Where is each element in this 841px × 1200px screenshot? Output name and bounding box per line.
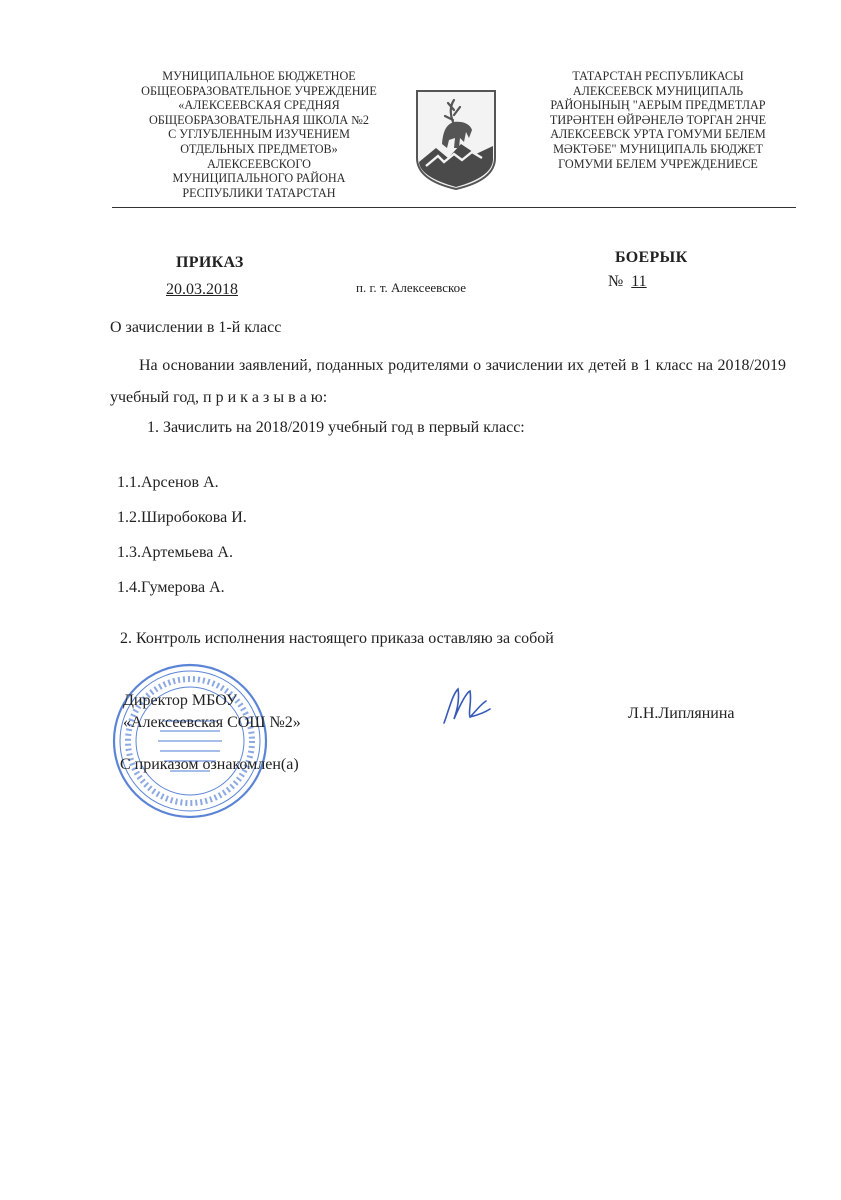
header-divider	[112, 207, 796, 208]
header-left-line: ОБЩЕОБРАЗОВАТЕЛЬНОЕ УЧРЕЖДЕНИЕ	[141, 83, 377, 98]
header-left-line: АЛЕКСЕЕВСКОГО	[207, 156, 311, 171]
header-left-line: РЕСПУБЛИКИ ТАТАРСТАН	[182, 185, 336, 200]
acquaintance-line: С приказом ознакомлен(а)	[120, 756, 299, 773]
signatory-title-line: «Алексеевская СОШ №2»	[123, 714, 301, 731]
header-left-line: С УГЛУБЛЕННЫМ ИЗУЧЕНИЕМ	[168, 127, 350, 142]
signatory-name: Л.Н.Липлянина	[628, 705, 735, 722]
header-left-line: МУНИЦИПАЛЬНОЕ БЮДЖЕТНОЕ	[162, 69, 356, 83]
order-item-1: 1. Зачислить на 2018/2019 учебный год в первый класс:	[147, 419, 525, 436]
header-right-org-name	[524, 69, 792, 171]
header-right-line: ТИРӘНТЕН ӨЙРӘНЕЛӘ ТОРГАН 2НЧЕ	[549, 112, 767, 127]
order-subject: О зачислении в 1-й класс	[110, 319, 282, 336]
order-number-label: №	[608, 273, 624, 290]
order-place: п. г. т. Алексеевское	[356, 280, 467, 295]
list-item: 1.3.Артемьева А.	[117, 544, 233, 561]
order-title-tt: БОЕРЫК	[615, 249, 688, 266]
header-right-line: АЛЕКСЕЕВСК УРТА ГОМУМИ БЕЛЕМ	[550, 127, 766, 142]
header-right-line: АЛЕКСЕЕВСК МУНИЦИПАЛЬ	[572, 83, 744, 98]
signatory-title	[123, 690, 301, 734]
order-number-value: 11	[631, 273, 647, 290]
header-right-line: ТАТАРСТАН РЕСПУБЛИКАСЫ	[572, 69, 744, 83]
header-right-line: ГОМУМИ БЕЛЕМ УЧРЕЖДЕНИЕСЕ	[558, 156, 758, 171]
order-basis-paragraph: На основании заявлений, поданных родителями о зачислении их детей в 1 класс на 2018/2019 учебный год, п р и к а з ы в а ю:	[110, 357, 786, 406]
header-left-line: МУНИЦИПАЛЬНОГО РАЙОНА	[172, 171, 346, 186]
order-number	[608, 273, 647, 291]
header-right-line: РАЙОНЫНЫҢ "АЕРЫМ ПРЕДМЕТЛАР	[550, 98, 766, 113]
order-item-2: 2. Контроль исполнения настоящего приказа оставляю за собой	[120, 630, 554, 647]
list-item: 1.2.Широбокова И.	[117, 509, 247, 526]
header-left-line: ОТДЕЛЬНЫХ ПРЕДМЕТОВ»	[180, 141, 338, 156]
handwritten-signature	[440, 683, 492, 729]
enrolled-list	[117, 465, 247, 605]
coat-of-arms-deer-icon	[414, 88, 498, 192]
signatory-title-line: Директор МБОУ	[123, 692, 238, 709]
list-item: 1.4.Гумерова А.	[117, 579, 225, 596]
header-left-line: «АЛЕКСЕЕВСКАЯ СРЕДНЯЯ	[178, 98, 340, 113]
list-item: 1.1.Арсенов А.	[117, 474, 219, 491]
header-left-org-name	[118, 69, 400, 200]
header-right-line: МӘКТӘБЕ" МУНИЦИПАЛЬ БЮДЖЕТ	[553, 141, 763, 156]
header-left-line: ОБЩЕОБРАЗОВАТЕЛЬНАЯ ШКОЛА №2	[149, 112, 369, 127]
school-seal-stamp	[110, 661, 270, 821]
order-date: 20.03.2018	[166, 281, 238, 298]
order-title-ru: ПРИКАЗ	[176, 254, 244, 271]
